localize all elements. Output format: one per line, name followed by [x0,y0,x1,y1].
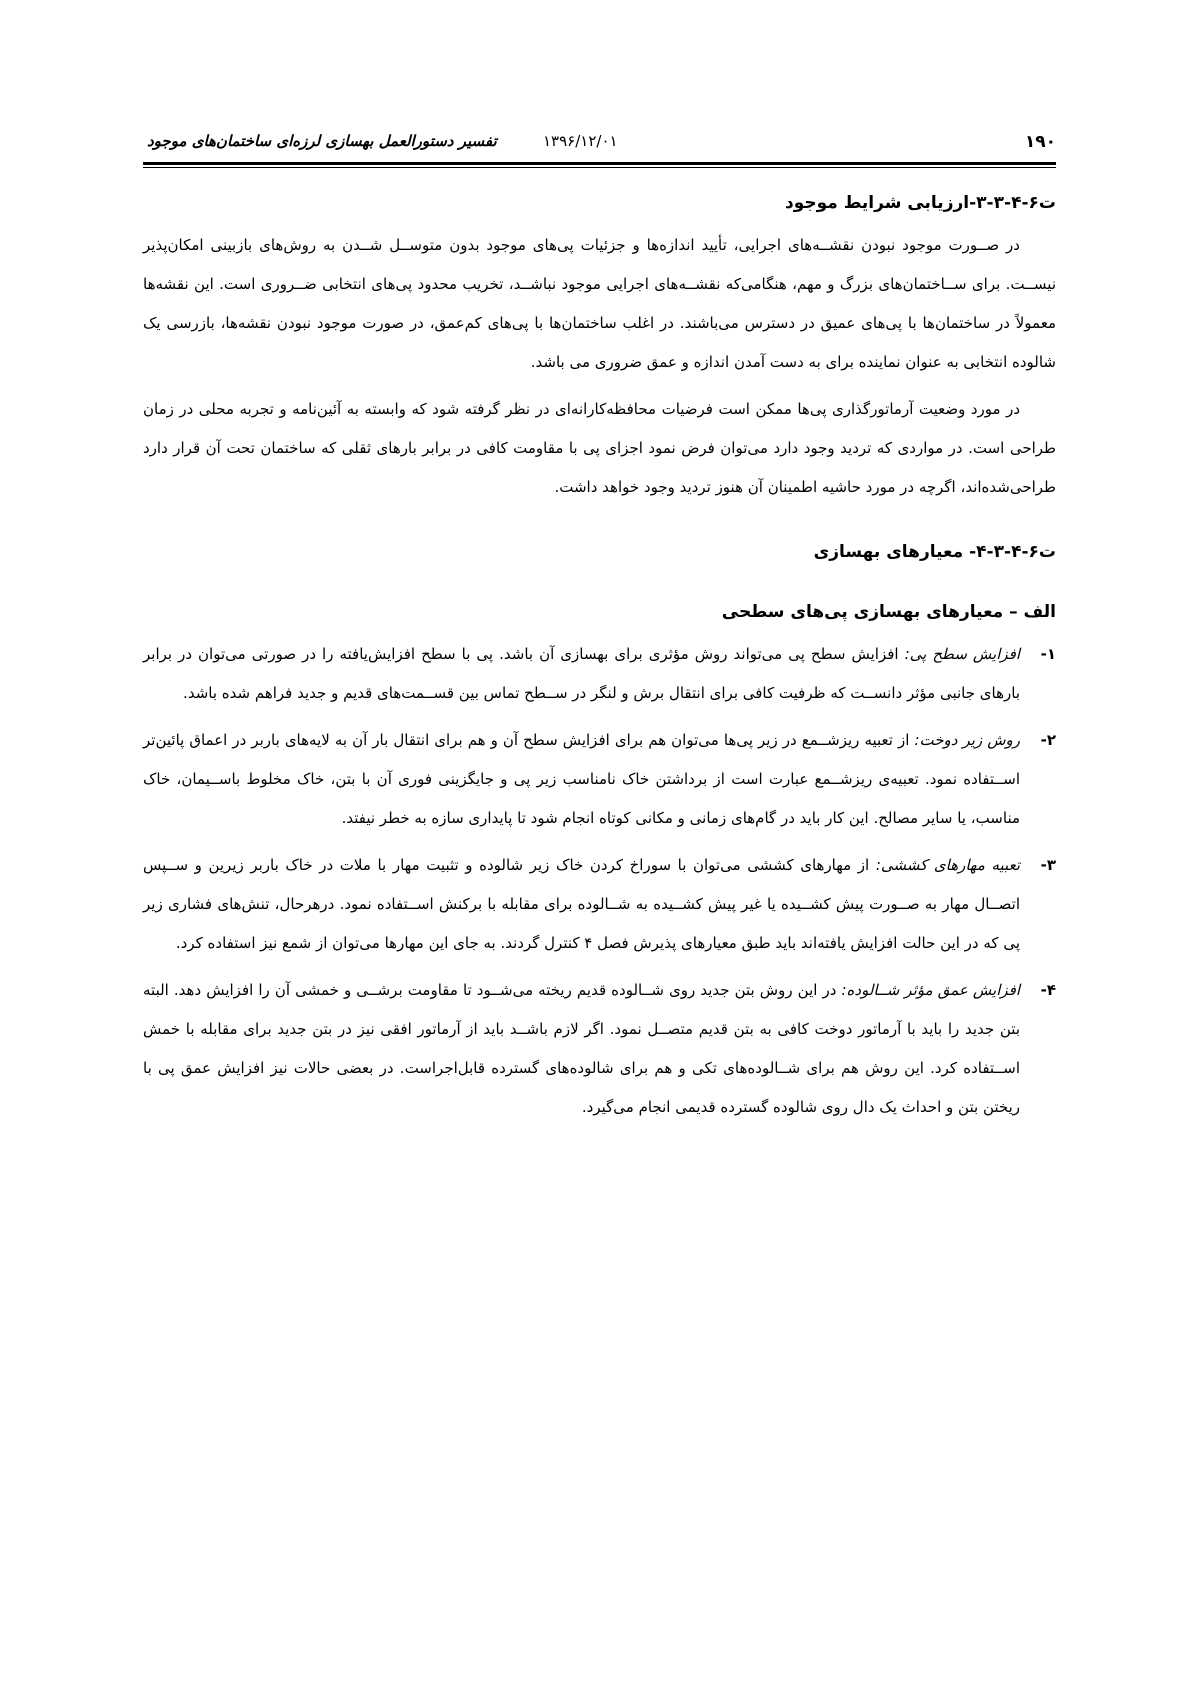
subsection-heading: الف – معیارهای بهسازی پی‌های سطحی [721,602,1056,622]
item-text: افزایش سطح پی می‌تواند روش مؤثری برای بهسازی آن باشد. پی با سطح افزایش‌یافته را در صورتی می‌توان در برابر بارهای جانبی مؤثر دانســت که ظرفیت کافی برای انتقال برش و لنگر در ســطح تماس بین قســمت‌های قدیم و جدید فراهم شده باشد. [143,645,1020,702]
item-number: ۴- [1040,981,1056,999]
item-lead: افزایش عمق مؤثر شــالوده: [841,981,1020,999]
header-rule [143,162,1056,165]
page-body [143,188,1056,1127]
item-lead: افزایش سطح پی: [904,645,1020,663]
item-text: از تعبیه ریزشــمع در زیر پی‌ها می‌توان هم برای افزایش سطح آن و هم برای انتقال بار آن به لایه‌های باربر در اعماق پائین‌تر اســتفاده نمود. تعبیه‌ی ریزشــمع عبارت است از برداشتن خاک نامناسب زیر پی و جایگزینی فوری آن با بتن، خاک مخلوط باســیمان، خاک مناسب، یا سایر مصالح. این کار باید در گام‌های زمانی و مکانی کوتاه انجام شود تا پایداری سازه به خطر نیفتد. [143,731,1020,827]
book-title: تفسیر دستورالعمل بهسازی لرزه‌ای ساختمان‌های موجود [147,132,497,150]
page-number: ۱۹۰ [1024,132,1056,152]
list-item [143,721,1056,838]
item-text: از مهارهای کششی می‌توان با سوراخ کردن خاک زیر شالوده و تثبیت مهار با ملات در خاک باربر زیرین و ســپس اتصــال مهار به صــورت پیش کشــیده یا غیر پیش کشــیده به شــالوده برای مقابله با برکنش اســتفاده نمود. درهرحال، تنش‌های فشاری زیر پی که در این حالت افزایش یافته‌اند باید طبق معیارهای پذیرش فصل ۴ کنترل گردند. به جای این مهارها می‌توان از شمع نیز استفاده کرد. [143,856,1020,952]
header-rule-thin [143,167,1056,168]
item-number: ۱- [1040,645,1056,663]
list-item [143,971,1056,1127]
list-item [143,846,1056,963]
list-item [143,635,1056,713]
item-number: ۳- [1040,856,1056,874]
item-lead: روش زیر دوخت: [914,731,1020,749]
paragraph: در صــورت موجود نبودن نقشــه‌های اجرایی، تأیید اندازه‌ها و جزئیات پی‌های موجود بدون متوســل شــدن به روش‌های بازبینی امکان‌پذیر نیســت. برای ســاختمان‌های بزرگ و مهم، هنگامی‌که نقشــه‌های اجرایی موجود نباشــد، تخریب محدود پی‌های انتخابی ضــروری است. این نقشه‌ها معمولاً در ساختمان‌ها با پی‌های عمیق در دسترس می‌باشند. در اغلب ساختمان‌ها با پی‌های کم‌عمق، در صورت موجود نبودن نقشه‌ها، بازرسی یک شالوده انتخابی به عنوان نماینده برای به دست آمدن اندازه و عمق ضروری می باشد. [143,236,1056,371]
section-heading-assessment: ت۶-۴-۳-۳-ارزیابی شرایط موجود [784,193,1056,213]
paragraph: در مورد وضعیت آرماتورگذاری پی‌ها ممکن است فرضیات محافظه‌کارانه‌ای در نظر گرفته شود که وابسته به آئین‌نامه و تجربه محلی در زمان طراحی است. در مواردی که تردید وجود دارد می‌توان فرض نمود اجزای پی با مقاومت کافی در برابر بارهای ثقلی که ساختمان تحت آن قرار دارد طراحی‌شده‌اند، اگرچه در مورد حاشیه اطمینان آن هنوز تردید وجود خواهد داشت. [143,400,1056,496]
item-number: ۲- [1040,731,1056,749]
header-date: ۱۳۹۶/۱۲/۰۱ [543,132,618,150]
item-lead: تعبیه مهارهای کششی: [875,856,1020,874]
section-heading-criteria: ت۶-۴-۳-۴- معیارهای بهسازی [813,542,1056,562]
item-text: در این روش بتن جدید روی شــالوده قدیم ریخته می‌شــود تا مقاومت برشــی و خمشی آن را افزایش دهد. البته بتن جدید را باید با آرماتور دوخت کافی به بتن قدیم متصــل نمود. اگر لازم باشــد باید از آرماتور افقی نیز در بتن جدید برای مقابله با خمش اســتفاده کرد. این روش هم برای شــالوده‌های تکی و هم برای شالوده‌های گسترده قابل‌اجراست. در بعضی حالات نیز افزایش عمق پی با ریختن بتن و احداث یک دال روی شالوده گسترده قدیمی انجام می‌گیرد. [143,981,1020,1116]
